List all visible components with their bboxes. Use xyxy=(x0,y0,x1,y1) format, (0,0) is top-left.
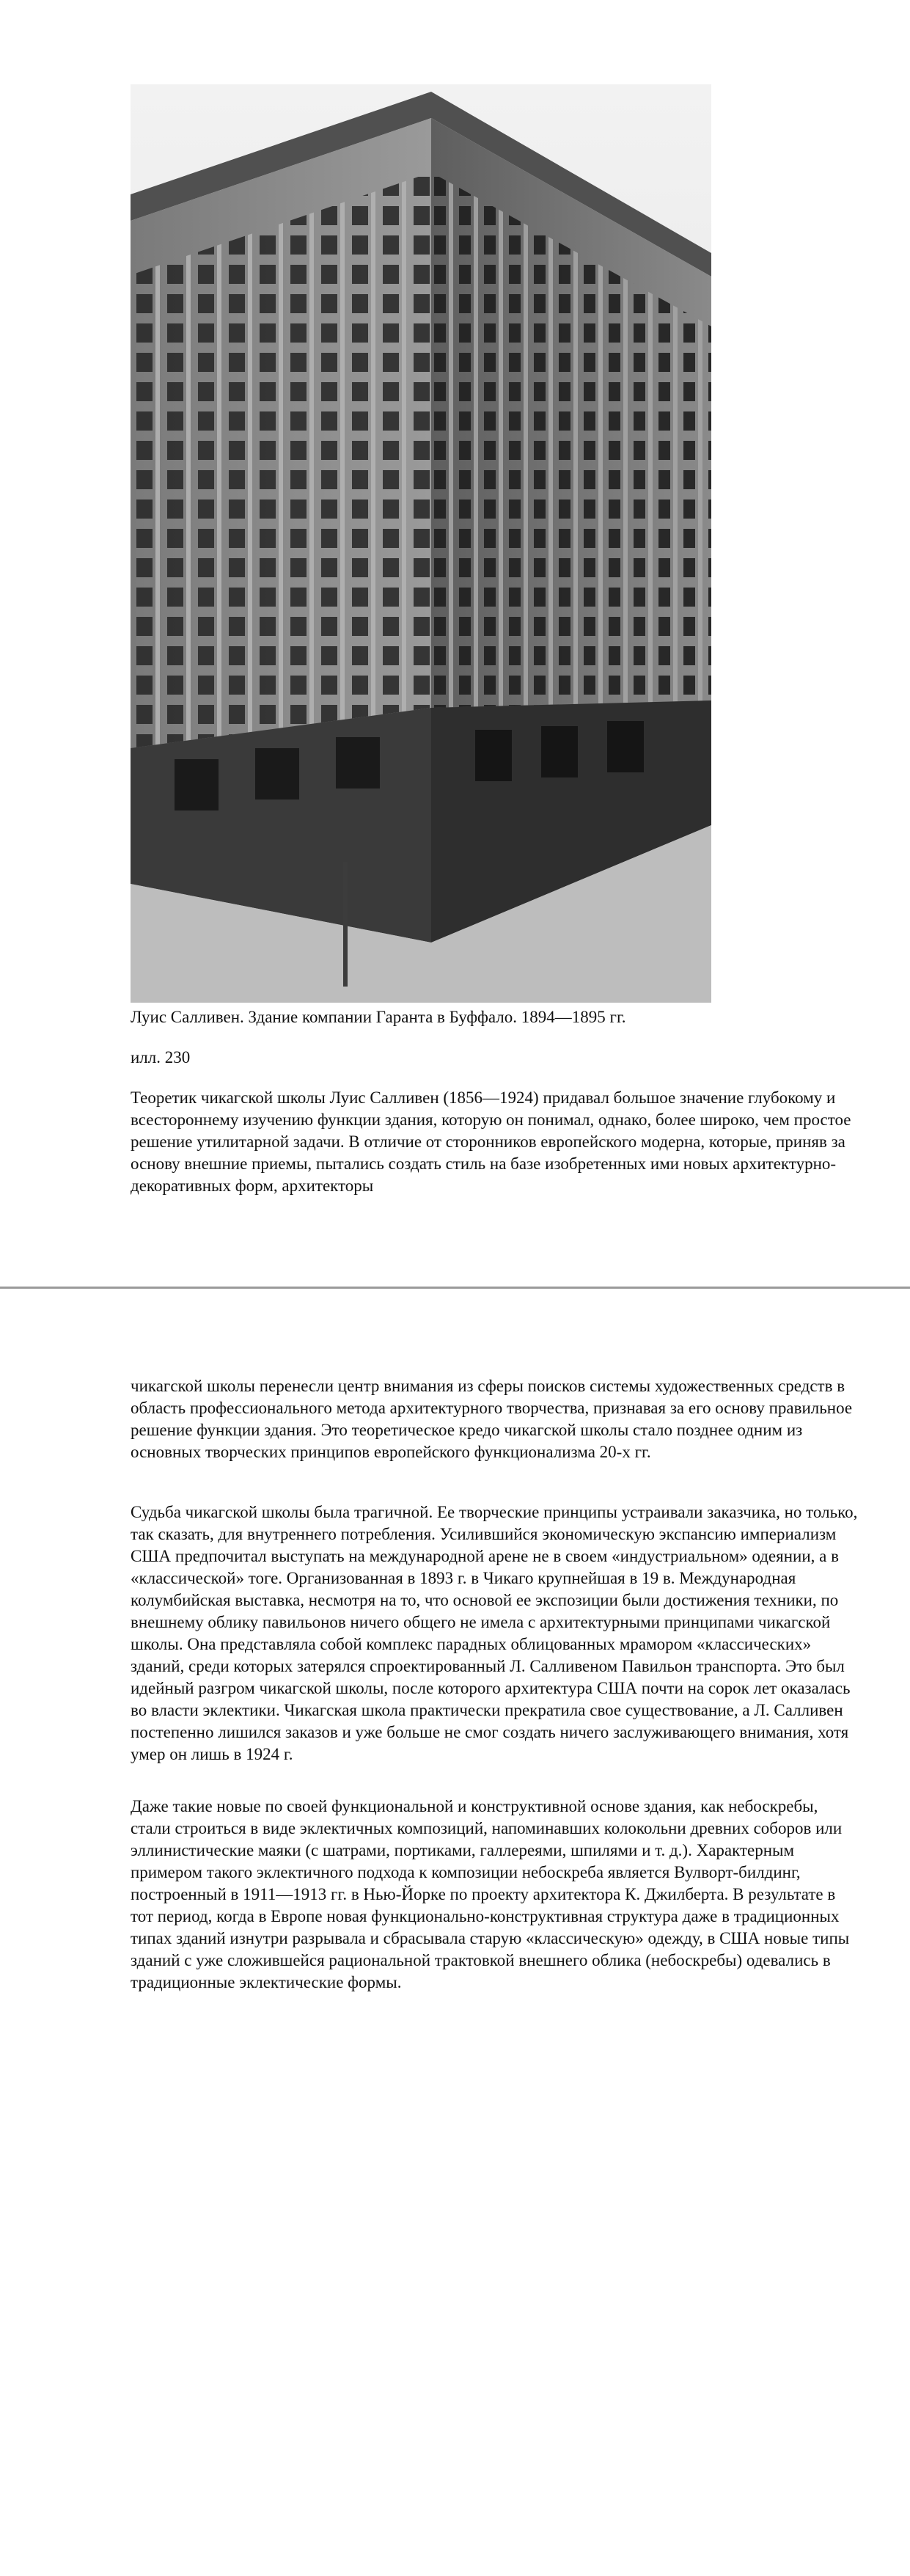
document-page-2 xyxy=(0,1289,910,2576)
document-page-1 xyxy=(0,0,910,1287)
paragraph-chicago-school-fate: Судьба чикагской школы была трагичной. Ее творческие принципы устраивали заказчика, но только, так сказать, для внутреннего потребления. Усилившийся экономическую экспансию империализм США предпочитал выступать на международной арене не в своем «индустриальном» одеянии, а в «классической» тоге. Организованная в 1893 г. в Чикаго крупнейшая в 19 в. Международная колумбийская выставка, несмотря на то, что основой ее экспозиции были достижения техники, по внешнему облику павильонов ничего общего не имела с архитектурными принципами чикагской школы. Она представляла собой комплекс парадных облицованных мрамором «классических» зданий, среди которых затерялся спроектированный Л. Салливеном Павильон транспорта. Это был идейный разгром чикагской школы, после которого архитектура США почти на сорок лет оказалась во власти эклектики. Чикагская школа практически прекратила свое существование, а Л. Салливен постепенно лишился заказов и уже больше не смог создать ничего заслуживающего внимания, хотя умер он лишь в 1924 г. xyxy=(131,1503,858,1763)
paragraph-sullivan-theory: Теоретик чикагской школы Луис Салливен (1856—1924) придавал большое значение глубокому и всестороннему изучению функции здания, которую он понимал, однако, более широко, чем простое решение утилитарной задачи. В отличие от сторонников европейского модерна, которые, приняв за основу внешние приемы, пытались создать стиль на базе изобретенных ими новых архитектурно-декоративных форм, архитекторы xyxy=(131,1088,851,1195)
photo-caption: Луис Салливен. Здание компании Гаранта в Буффало. 1894—1895 гг. xyxy=(131,1008,626,1026)
paragraph-skyscrapers-eclecticism: Даже такие новые по своей функциональной и конструктивной основе здания, как небоскребы, стали строиться в виде эклектичных композиций, напоминавших колокольни древних соборов или эллинистические маяки (с шатрами, портиками, галлереями, шпилями и т. д.). Характерным примером такого эклектичного подхода к композиции небоскреба является Вулворт-билдинг, построенный в 1911—1913 гг. в Нью-Йорке по проекту архитектора К. Джилберта. В результате в тот период, когда в Европе новая функционально-конструктивная структура даже в традиционных типах зданий изнутри разрывала и сбрасывала старую «классическую» одежду, в США новые типы зданий с уже сложившейся рациональной трактовкой внешнего облика (небоскребы) одевались в традиционные эклектические формы. xyxy=(131,1797,850,1991)
illustration-number: илл. 230 xyxy=(131,1048,191,1066)
guaranty-building-photo xyxy=(131,84,711,1003)
building-illustration xyxy=(131,84,711,1003)
paragraph-chicago-school-method: чикагской школы перенесли центр внимания из сферы поисков системы художественных средств в область профессионального метода архитектурного творчества, признавая за его основу правильное решение функции здания. Это теоретическое кредо чикагской школы стало позднее одним из основных творческих принципов европейского функционализма 20-х гг. xyxy=(131,1377,853,1461)
